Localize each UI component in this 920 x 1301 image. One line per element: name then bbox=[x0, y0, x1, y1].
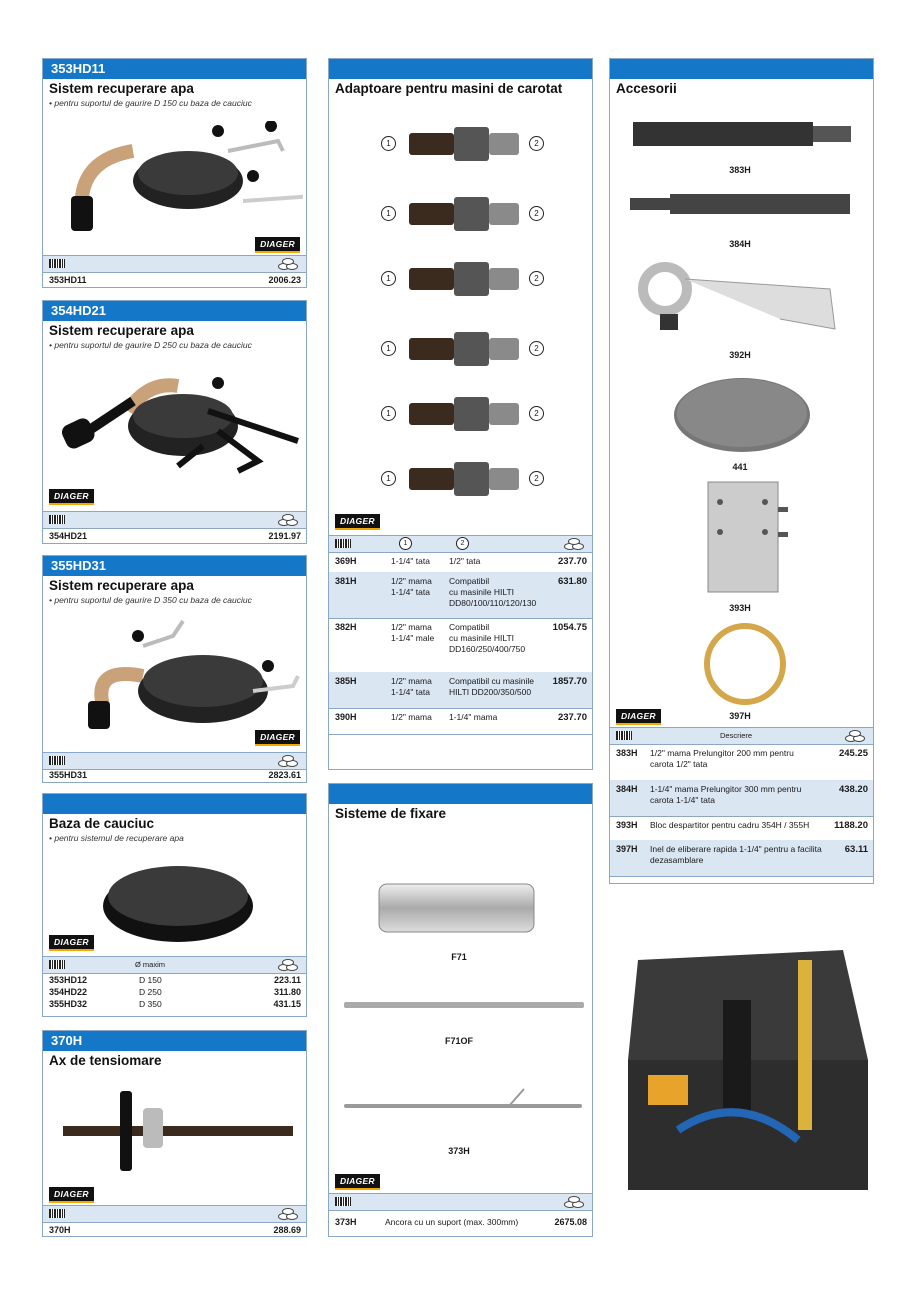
toolbox-photo bbox=[618, 940, 880, 1215]
product-card-355HD31 bbox=[42, 555, 307, 783]
product-code: 373H bbox=[335, 1217, 357, 1227]
marker-1: 1 bbox=[381, 136, 396, 151]
adapter-icon bbox=[407, 123, 522, 163]
product-label-F71OF: F71OF bbox=[444, 1036, 473, 1046]
marker-2: 2 bbox=[529, 341, 544, 356]
card-title: Baza de cauciuc bbox=[49, 816, 155, 831]
extension-383h-image bbox=[628, 114, 858, 154]
barcode-icon bbox=[49, 960, 65, 969]
marker-2: 2 bbox=[529, 206, 544, 221]
barcode-icon bbox=[335, 539, 351, 548]
anchor-f71-image bbox=[374, 879, 544, 939]
side-1-thread: 1/2" mama 1-1/4" tata bbox=[391, 576, 432, 597]
product-price: 438.20 bbox=[838, 784, 868, 795]
adapter-icon bbox=[407, 458, 522, 498]
card-blank-header bbox=[329, 784, 592, 804]
product-price: 1054.75 bbox=[552, 622, 587, 633]
accessories-card bbox=[609, 58, 874, 884]
adapter-image-row bbox=[329, 399, 594, 429]
side-1-thread: 1-1/4" tata bbox=[391, 556, 430, 566]
table-row bbox=[610, 816, 873, 841]
side-2-thread: Compatibil cu masinile HILTI DD80/100/110/120/130 bbox=[449, 576, 537, 608]
card-title: Sistem recuperare apa bbox=[49, 81, 194, 96]
product-code: 355HD32 bbox=[49, 999, 88, 1009]
product-price: 237.70 bbox=[557, 712, 587, 723]
price-coins-icon bbox=[845, 730, 865, 742]
table-row bbox=[329, 552, 592, 573]
product-price: 431.15 bbox=[273, 999, 301, 1009]
side-2-thread: Compatibil cu masinile HILTI DD160/250/400/750 bbox=[449, 622, 526, 654]
card-subtitle: • pentru suportul de gaurire D 250 cu baza de cauciuc bbox=[49, 340, 252, 350]
card-title: Sistem recuperare apa bbox=[49, 578, 194, 593]
price-coins-icon bbox=[278, 1208, 298, 1220]
diager-logo: DIAGER bbox=[255, 730, 300, 746]
marker-1: 1 bbox=[381, 206, 396, 221]
adapter-image-row bbox=[329, 464, 594, 494]
table-row bbox=[329, 572, 592, 619]
marker-2: 2 bbox=[529, 406, 544, 421]
card-subtitle: • pentru suportul de gaurire D 150 cu baza de cauciuc bbox=[49, 98, 252, 108]
barcode-icon bbox=[49, 259, 65, 268]
barcode-icon bbox=[616, 731, 632, 740]
price-coins-icon bbox=[564, 1196, 584, 1208]
anchor-373h-image bbox=[339, 1084, 589, 1124]
column-marker-2: 2 bbox=[456, 537, 469, 550]
diameter-value: D 250 bbox=[139, 987, 162, 997]
product-card-353HD11 bbox=[42, 58, 307, 288]
table-row bbox=[329, 672, 592, 709]
card-title: Sisteme de fixare bbox=[335, 806, 447, 821]
rubber-base-image bbox=[98, 856, 258, 946]
product-price: 237.70 bbox=[557, 556, 587, 567]
product-code: 385H bbox=[335, 676, 357, 686]
product-price: 2675.08 bbox=[554, 1217, 587, 1227]
water-recovery-system-image bbox=[63, 121, 303, 231]
adapter-icon bbox=[407, 393, 522, 433]
product-description: Ancora cu un suport (max. 300mm) bbox=[385, 1217, 519, 1227]
product-label-F71: F71 bbox=[451, 952, 467, 962]
product-price: 1188.20 bbox=[834, 820, 868, 831]
product-label-397H: 397H bbox=[729, 711, 751, 721]
price-coins-icon bbox=[278, 258, 298, 270]
card-subtitle: • pentru suportul de gaurire D 350 cu baza de cauciuc bbox=[49, 595, 252, 605]
clamp-392h-image bbox=[630, 239, 850, 339]
product-label-384H: 384H bbox=[729, 239, 751, 249]
adapter-image-row bbox=[329, 264, 594, 294]
water-recovery-system-image bbox=[73, 616, 303, 731]
product-price: 2191.97 bbox=[268, 531, 301, 541]
marker-2: 2 bbox=[529, 271, 544, 286]
product-price: 63.11 bbox=[844, 844, 868, 855]
product-price: 2006.23 bbox=[268, 275, 301, 285]
product-price: 1857.70 bbox=[552, 676, 587, 687]
water-recovery-system-image bbox=[58, 371, 303, 481]
product-code: 384H bbox=[616, 784, 638, 794]
adapters-card bbox=[328, 58, 593, 770]
table-row bbox=[610, 840, 873, 877]
diameter-value: D 150 bbox=[139, 975, 162, 985]
table-header-bar bbox=[43, 956, 306, 974]
adapter-image-row bbox=[329, 199, 594, 229]
barcode-icon bbox=[335, 1197, 351, 1206]
product-code: 353HD11 bbox=[49, 275, 87, 285]
diameter-column-header: Ø maxim bbox=[135, 960, 165, 969]
diager-logo: DIAGER bbox=[335, 514, 380, 530]
table-row bbox=[329, 708, 592, 735]
table-header-bar bbox=[329, 535, 592, 553]
product-code: 370H bbox=[49, 1225, 71, 1235]
barcode-icon bbox=[49, 1209, 65, 1218]
fixing-systems-card bbox=[328, 783, 593, 1237]
adapter-icon bbox=[407, 193, 522, 233]
product-code: 381H bbox=[335, 576, 357, 586]
product-card-370H bbox=[42, 1030, 307, 1237]
table-header-bar bbox=[43, 511, 306, 529]
price-coins-icon bbox=[564, 538, 584, 550]
side-1-thread: 1/2" mama 1-1/4" tata bbox=[391, 676, 432, 697]
product-price: 2823.61 bbox=[268, 770, 301, 780]
product-code: 353HD12 bbox=[49, 975, 88, 985]
product-price: 223.11 bbox=[273, 975, 301, 985]
barcode-icon bbox=[49, 756, 65, 765]
adapter-icon bbox=[407, 328, 522, 368]
table-row bbox=[610, 780, 873, 817]
product-code: 397H bbox=[616, 844, 638, 854]
marker-2: 2 bbox=[529, 471, 544, 486]
product-code: 383H bbox=[616, 748, 638, 758]
product-code: 354HD21 bbox=[49, 531, 88, 541]
diameter-value: D 350 bbox=[139, 999, 162, 1009]
side-2-thread: 1/2" tata bbox=[449, 556, 481, 566]
card-title: Sistem recuperare apa bbox=[49, 323, 194, 338]
card-blank-header bbox=[329, 59, 592, 79]
diager-logo: DIAGER bbox=[255, 237, 300, 253]
product-price: 288.69 bbox=[273, 1225, 301, 1235]
card-title: Ax de tensiomare bbox=[49, 1053, 162, 1068]
column-marker-1: 1 bbox=[399, 537, 412, 550]
table-header-bar bbox=[43, 255, 306, 273]
diager-logo: DIAGER bbox=[616, 709, 661, 725]
adapter-image-row bbox=[329, 129, 594, 159]
diager-logo: DIAGER bbox=[335, 1174, 380, 1190]
diager-logo: DIAGER bbox=[49, 489, 94, 505]
disc-441-image bbox=[670, 375, 815, 455]
diager-logo: DIAGER bbox=[49, 1187, 94, 1203]
description-column-header: Descriere bbox=[720, 731, 753, 740]
card-blank-header bbox=[43, 794, 306, 814]
barcode-icon bbox=[49, 515, 65, 524]
side-2-thread: 1-1/4" mama bbox=[449, 712, 498, 722]
product-label-392H: 392H bbox=[729, 350, 751, 360]
card-title: Accesorii bbox=[616, 81, 677, 96]
table-row bbox=[329, 618, 592, 673]
product-label-383H: 383H bbox=[729, 165, 751, 175]
marker-2: 2 bbox=[529, 136, 544, 151]
adapter-icon bbox=[407, 258, 522, 298]
table-header-bar bbox=[610, 727, 873, 745]
card-code-header: 355HD31 bbox=[43, 556, 306, 576]
card-code-header: 353HD11 bbox=[43, 59, 306, 79]
product-code: 393H bbox=[616, 820, 638, 830]
marker-1: 1 bbox=[381, 341, 396, 356]
adapter-image-row bbox=[329, 334, 594, 364]
product-code: 354HD22 bbox=[49, 987, 88, 997]
diager-logo: DIAGER bbox=[49, 935, 94, 951]
marker-1: 1 bbox=[381, 471, 396, 486]
product-code: 369H bbox=[335, 556, 357, 566]
product-code: 355HD31 bbox=[49, 770, 88, 780]
side-2-thread: Compatibil cu masinile HILTI DD200/350/500 bbox=[449, 676, 535, 697]
product-price: 631.80 bbox=[557, 576, 587, 587]
product-description: 1/2" mama Prelungitor 200 mm pentru carota 1/2" tata bbox=[650, 748, 794, 769]
product-code: 390H bbox=[335, 712, 357, 722]
price-coins-icon bbox=[278, 959, 298, 971]
price-coins-icon bbox=[278, 755, 298, 767]
product-card-354HD21 bbox=[42, 300, 307, 544]
card-title: Adaptoare pentru masini de carotat bbox=[335, 81, 563, 96]
table-header-bar bbox=[43, 1205, 306, 1223]
product-code: 382H bbox=[335, 622, 357, 632]
product-price: 245.25 bbox=[838, 748, 868, 759]
card-subtitle: • pentru sistemul de recuperare apa bbox=[49, 833, 184, 843]
card-blank-header bbox=[610, 59, 873, 79]
product-description: 1-1/4" mama Prelungitor 300 mm pentru carota 1-1/4" tata bbox=[650, 784, 802, 805]
card-code-header: 354HD21 bbox=[43, 301, 306, 321]
product-label-393H: 393H bbox=[729, 603, 751, 613]
table-header-bar bbox=[329, 1193, 592, 1211]
card-code-header: 370H bbox=[43, 1031, 306, 1051]
table-header-bar bbox=[43, 752, 306, 770]
ring-397h-image bbox=[700, 619, 790, 709]
marker-1: 1 bbox=[381, 406, 396, 421]
anchor-f71of-image bbox=[339, 994, 589, 1014]
side-1-thread: 1/2" mama 1-1/4" male bbox=[391, 622, 435, 643]
block-393h-image bbox=[700, 477, 790, 597]
product-card-rubber-base bbox=[42, 793, 307, 1017]
product-price: 311.80 bbox=[273, 987, 301, 997]
table-row bbox=[610, 744, 873, 781]
tension-axle-image bbox=[58, 1086, 298, 1176]
product-label-373H: 373H bbox=[448, 1146, 470, 1156]
marker-1: 1 bbox=[381, 271, 396, 286]
product-description: Inel de eliberare rapida 1-1/4" pentru a facilita dezasamblare bbox=[650, 844, 822, 865]
price-coins-icon bbox=[278, 514, 298, 526]
product-description: Bloc despartitor pentru cadru 354H / 355H bbox=[650, 820, 810, 830]
extension-384h-image bbox=[625, 189, 855, 219]
side-1-thread: 1/2" mama bbox=[391, 712, 432, 722]
product-label-441: 441 bbox=[732, 462, 748, 472]
